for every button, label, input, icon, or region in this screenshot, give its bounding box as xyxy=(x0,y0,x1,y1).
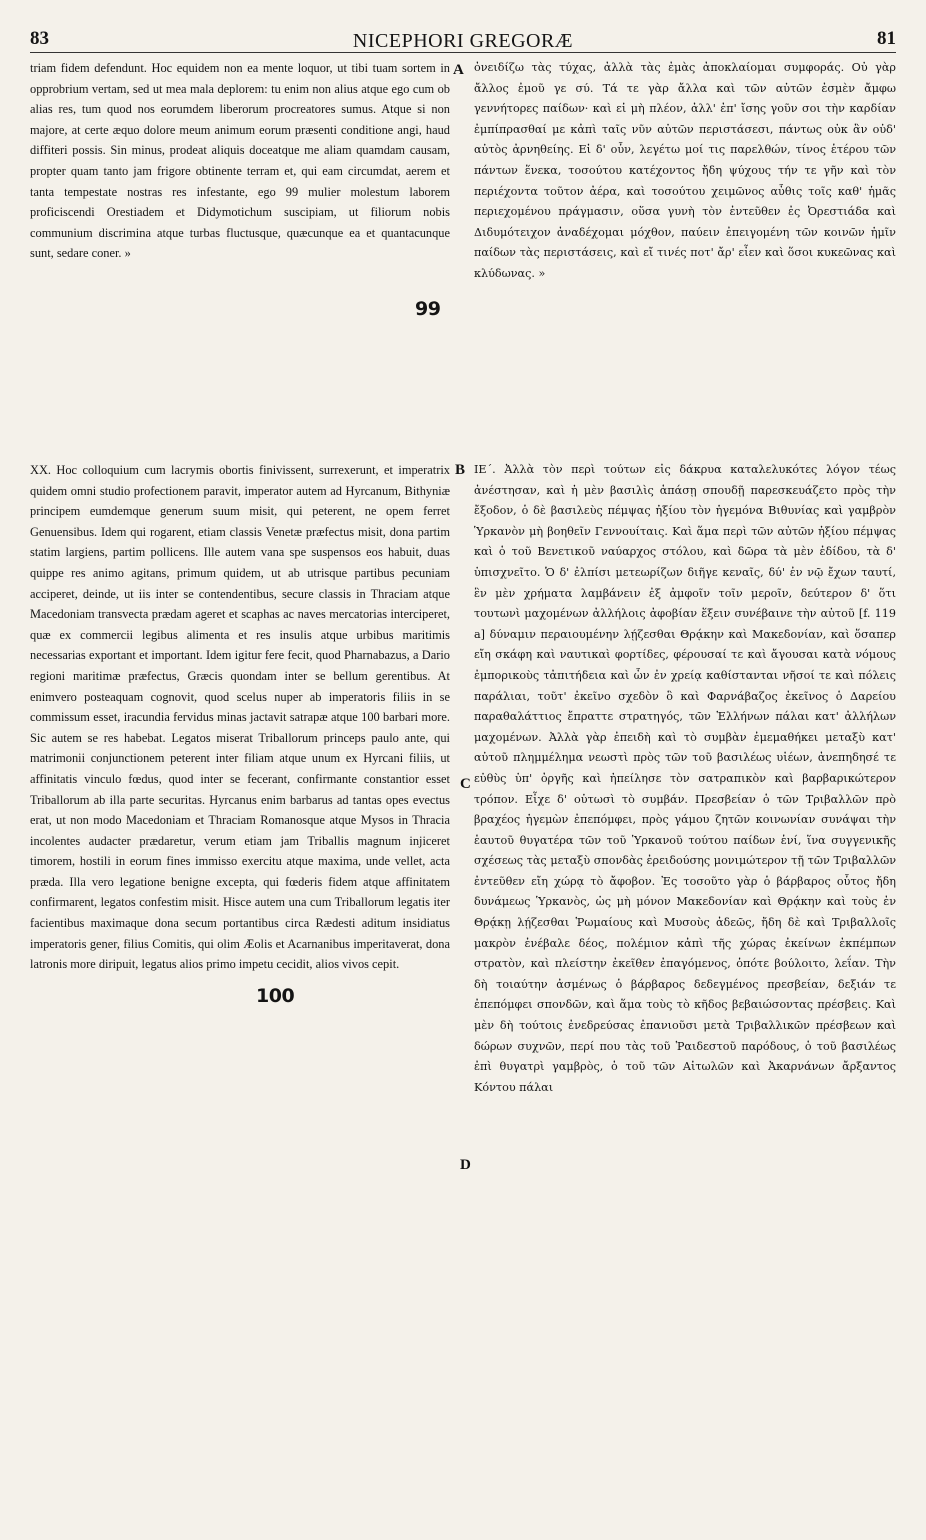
folio-number-99: 99 xyxy=(415,298,441,320)
section-marker-d: D xyxy=(460,1157,471,1173)
greek-paragraph-1: ὀνειδίζω τὰς τύχας, ἀλλὰ τὰς ἐμὰς ἀποκλαίομαι συμφοράς. Οὐ γὰρ ἄλλος ἐμοῦ γε σύ. Τά τε γὰρ ἄλλα καὶ τῶν αὐτῶν ἐσμὲν ἄμφω γεννήτορες παίδων· καὶ εἰ μὴ πλέον, ἀλλ' ἐπ' ἴσης γοῦν σοι τὴν καρδίαν ἐμπίπρασθαί με κἀπὶ ταῖς νῦν αὐτῶν περιστάσεσι, πάντως οὐκ ἂν οὐδ' αὐτὸς ἀρνηθείης. Εἰ δ' οὖν, λεγέτω μοί τις παρελθών, τίνος ἑτέρου τῶν πάντων ἕνεκα, τοσούτου κατέχοντος ἤδη ψύχους τήν τε γῆν καὶ τὸν περιέχοντα τοῦτον ἀέρα, καὶ τοσούτου χειμῶνος αὖθις τοῖς καθ' ἡμᾶς περιεχομένου πράγμασιν, οὕσα γυνὴ τὸν ἐντεῦθεν ἐς Ὀρεστιάδα καὶ Διδυμότειχον ἀναδέχομαι μόχθον, παύειν ἐπειγομένη τῶν κοινῶν ἡμῖν παίδων τὰς περιστάσεις, καὶ εἴ τινές ποτ' ἄρ' εἶεν καὶ ὅσοι κυκεῶνας καὶ κλύδωνας. » xyxy=(474,61,896,280)
latin-column-bottom xyxy=(30,460,450,975)
header-rule xyxy=(30,52,896,53)
greek-column-bottom xyxy=(474,460,896,1098)
latin-column-top xyxy=(30,58,450,264)
page-number-left: 83 xyxy=(30,28,49,49)
folio-number-100: 100 xyxy=(256,985,295,1007)
greek-column-top xyxy=(474,58,896,285)
greek-paragraph-2: ΙΕ΄. Ἀλλὰ τὸν περὶ τούτων εἰς δάκρυα καταλελυκότες λόγον τέως ἀνέστησαν, καὶ ἡ μὲν βασιλὶς ἁπάσῃ σπουδῇ παρεσκευάζετο πρὸς τὴν ἔξοδον, ὁ δὲ βασιλεὺς πέμψας ἠξίου τὸν ἡγεμόνα Βιθυνίας καὶ γαμβρὸν Ὑρκανὸν μὴ βοηθεῖν Γεννουίταις. Καὶ ἅμα περὶ τῶν αὐτῶν ἠξίου πέμψας καὶ ὁ τοῦ Βενετικοῦ ναύαρχος στόλου, καὶ δῶρα τὰ μὲν ἐδίδου, τὰ δ' ὑπισχνεῖτο. Ὁ δ' ἐλπίσι μετεωρίζων διῆγε κεναῖς, δύ' ἐν νῷ ἔχων ταυτί, ἓν μὲν χρήματα λαμβάνειν ἐξ ἀμφοῖν τοῖν μεροῖν, δεύτερον δ' ὅτι τουτωνὶ μαχομένων ἀλλήλοις ἀφοβίαν ἕξειν συνέβαινε τὴν αὐτοῦ [f. 119 a] δύναμιν περαιουμένην λῄζεσθαι Θρᾴκην καὶ Μακεδονίαν, καὶ ὅσαπερ εἴη σκάφη καὶ ναυτικαὶ φορτίδες, φέρουσαί τε καὶ ἄγουσαι κατὰ νόμους ἐμπορικοὺς τἀπιτήδεια καὶ ὧν ἐν χρείᾳ καθίστανται νῆσοί τε καὶ πόλεις παράλιαι, τοῦτ' ἐκεῖνο σχεδὸν ὃ καὶ Φαρνάβαζος ἐκεῖνος ὁ Δαρείου παραθαλάττιος ἔπραττε στρατηγός, τῶν Ἑλλήνων πάλαι κατ' ἀλλήλων μαχομένων. Ἀλλὰ γὰρ ἐπειδὴ καὶ τὸ συμβὰν ἐμεμαθήκει μεταξὺ κατ' αὐτοῦ πλημμέλημα νεωστὶ πρὸς τῶν τοῦ βασιλέως υἱέων, ἀνεπηδησέ τε εὐθὺς ὑπ' ὀργῆς καὶ ἠπείλησε τὸν σατραπικὸν καὶ βαρβαρικώτερον τρόπον. Εἶχε δ' οὑτωσὶ τὸ συμβάν. Πρεσβείαν ὁ τῶν Τριβαλλῶν πρὸ βραχέος ἡγεμὼν ἐπεπόμφει, πρὸς γάμου ζητῶν κοινωνίαν συνάψαι τὴν ἑαυτοῦ θυγατέρα τῶν τοῦ Ὑρκανοῦ τούτου παίδων ἑνί, ἵνα συγγενικῆς σχέσεως τὰς μεταξὺ σπονδὰς ἐρειδούσης μονιμώτερον τῇ τῶν Τριβαλλῶν ἐντεῦθεν εἴη χώρᾳ τὸ ἄφοβον. Ἐς τοσοῦτο γὰρ ὁ βάρβαρος οὗτος ἤδη δυνάμεως Ὑρκανὸς, ὡς μὴ μόνον Μακεδονίαν καὶ Θρᾴκην καὶ τοὺς ἐν Θρᾴκῃ λῄζεσθαι Ῥωμαίους καὶ Μυσοὺς ἀδεῶς, ἤδη δὲ καὶ Τριβαλλοῖς μακρὸν ἐνέβαλε δέος, πολέμιον κἀπὶ τῆς χώρας ἐκείνων ἐκπέμπων στρατὸν, καὶ πλείστην ἐκεῖθεν ἐπαγόμενος, ὁπότε βούλοιτο, λεΐαν. Τὴν δὴ τοιαύτην ἀσμένως ὁ βάρβαρος δεδεγμένος πρεσβείαν, δεξιάν τε ἐπεπόμφει σπονδῶν, καὶ ἅμα τοὺς τὸ κῆδος βεβαιώσοντας πρέσβεις. Καὶ μὲν δὴ τούτοις ἐνεδρεύσας ἐπανιοῦσι μετὰ Τριβαλλικῶν πρέσβεων καὶ δώρων συχνῶν, περί που τὰς τοῦ Ῥαιδεστοῦ παρόδους, ὁ τοῦ βασιλέως ἐπὶ θυγατρὶ γαμβρὸς, ὁ τοῦ τῶν Αἰτωλῶν καὶ Ἀκαρνάνων ἄρξαντος Κόντου πάλαι xyxy=(474,463,896,1094)
page-number-right: 81 xyxy=(877,28,896,49)
running-title: NICEPHORI GREGORÆ xyxy=(352,30,574,52)
section-marker-a: A xyxy=(453,62,464,78)
latin-paragraph-2: XX. Hoc colloquium cum lacrymis obortis finivissent, surrexerunt, et imperatrix quidem omni studio profectionem paravit, imperator autem ad Hyrcanum, Bithyniæ principem eumdemque generum suum misit, qui peterent, ne opem ferret Genuensibus. Idem qui rogarent, etiam classis Venetæ præfectus misit, dona partim statim largiens, partim pollicens. Ille autem vana spe suspensos eos habuit, duas quippe res animo agitans, primum quidem, ut ab utrisque partibus pecuniam acciperet, deinde, ut iis inter se contendentibus, secure classis in Thraciam atque Macedoniam transvecta prædam ageret et scaphas ac naves mercatorias interciperet, quæ ex commercii legibus alimenta et res insulis atque urbibus maritimis necessarias exportant et important. Idem igitur fere fecit, quod Pharnabazus, a Dario regioni maritimæ præfectus, Græcis quondam inter se bellum gerentibus. At enimvero posteaquam cognovit, quod scelus nuper ab imperatoris filiis in se commissum esset, iracundia fervidus minas jactavit satrapæ atque 100 barbari more. Sic autem se res habebat. Legatos miserat Triballorum princeps paulo ante, qui matrimonii conjunctionem peterent inter filiam atque unum ex Hyrcani filiis, ut affinitatis vinculo fœdus, quod inter se fecerant, confirmante constantior esset Triballorum ab illa parte securitas. Hyrcanus enim barbarus ad tantas opes evectus erat, ut non modo Macedoniam et Thraciam Romanosque atque Mysos in Thracia incolentes audacter prædaretur, verum etiam jam Triballis magnum injiceret timorem, hostili in eorum fines immisso exercitu atque maxima, unde vellet, acta præda. Illa vero legatione benigne excepta, qui fœderis fidem atque affinitatem confirmarent, legatos confestim misit. Hisce autem una cum Triballorum legatis iter facientibus maximaque dona secum portantibus circa Rædesti aditum insidiatus imperatoris gener, filius Comitis, qui olim Æolis et Acarnanibus imperitaverat, dona latronis more diripuit, legatus alios primo impetu cecidit, alios vivos cepit. xyxy=(30,463,450,972)
running-head xyxy=(30,24,896,54)
section-marker-c: C xyxy=(460,776,471,792)
section-marker-b: B xyxy=(455,462,466,478)
latin-paragraph-1: triam fidem defendunt. Hoc equidem non ea mente loquor, ut tibi tuam sortem in opprobrium vertam, sed ut mea mala deplorem: tu enim non alius atque ego cum ob alias res, tum quod nos eorumdem liberorum procreatores sumus. Atque si non majore, at certe æquo dolore meum animum eorum præsenti conditione angi, haud diffiteri possis. Sin minus, prodeat aliquis doceatque me aliam quamdam causam, propter quam tanto jam frigore obtinente terram et, qui eam circumdat, aerem et tanta tempestate nostras res infestante, ego 99 mulier molestum laborem proficiscendi Orestiadem et Didymotichum suscipiam, ut filiorum nobis communium discrimina atque turbas fluctusque, quæcunque ea et quantacunque sunt, sedare coner. » xyxy=(30,61,450,261)
